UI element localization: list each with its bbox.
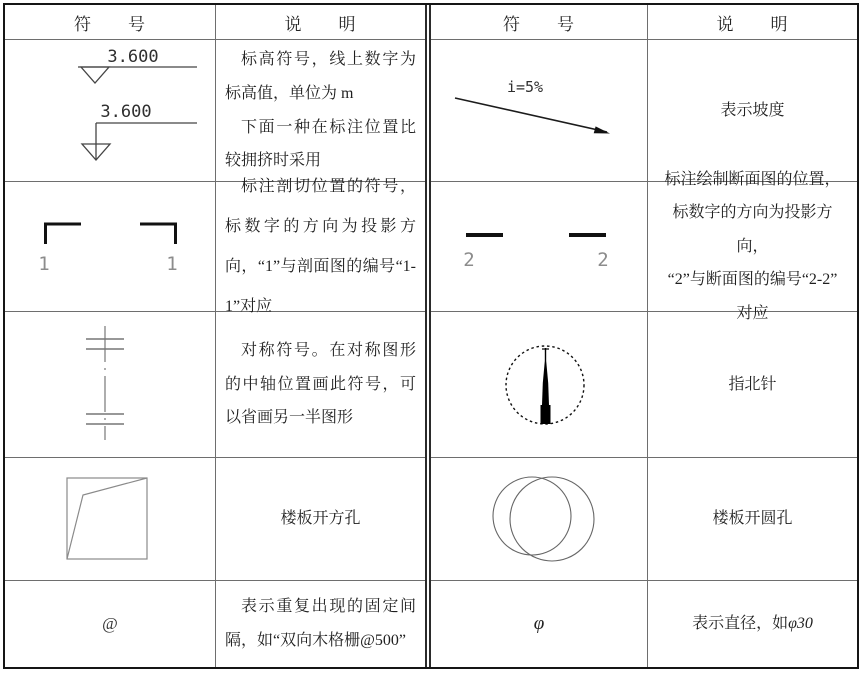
cell-slope-symbol — [431, 40, 648, 182]
cell-square-hole-desc — [216, 458, 425, 581]
header-symbol-left — [5, 5, 216, 40]
phi-desc — [657, 607, 848, 641]
cell-section-position-symbol — [431, 182, 648, 312]
cell-round-hole-desc — [648, 458, 857, 581]
north-arrow-desc: 指北针 — [728, 375, 777, 393]
slope-arrowhead — [594, 126, 610, 133]
section-position-desc-line3: “2”与断面图的编号“2-2” — [667, 271, 838, 289]
cell-north-arrow-desc — [648, 312, 857, 458]
slope-label: i=5% — [506, 78, 544, 96]
header-symbol-right-label: 符 号 — [503, 14, 575, 34]
section-position-number-left: 2 — [463, 249, 475, 271]
phi-desc-prefix: 表示直径，如 — [692, 615, 789, 633]
section-position-desc-line2: 标数字的方向为投影方向， — [672, 204, 833, 255]
section-position-desc-line1: 标注绘制断面图的位置， — [664, 170, 841, 188]
section-cut-number-right: 1 — [166, 253, 178, 275]
round-hole-circle-left — [493, 477, 571, 555]
cell-round-hole-symbol — [431, 458, 648, 581]
cell-elevation-symbol — [5, 40, 216, 182]
round-hole-circle-right — [510, 477, 594, 561]
cell-phi-symbol — [431, 581, 648, 667]
cell-north-arrow-symbol — [431, 312, 648, 458]
elevation-value-top: 3.600 — [107, 47, 159, 67]
cell-at-symbol — [5, 581, 216, 667]
round-hole-desc: 楼板开圆孔 — [712, 510, 793, 528]
square-hole-symbol — [5, 458, 215, 580]
header-symbol-right — [431, 5, 648, 40]
north-arrow-needle-mid — [542, 383, 549, 405]
elevation-triangle-top — [81, 67, 109, 83]
cell-slope-desc — [648, 40, 857, 182]
elevation-symbol — [5, 40, 215, 181]
cell-phi-desc — [648, 581, 857, 667]
header-desc-right-label: 说 明 — [716, 14, 789, 34]
section-cut-number-left: 1 — [38, 253, 50, 275]
cell-section-position-desc — [648, 170, 857, 322]
section-position-symbol — [431, 182, 647, 311]
symbols-legend-table — [3, 3, 859, 669]
square-hole-break-line — [67, 478, 147, 559]
cell-section-cut-desc — [216, 177, 425, 315]
round-hole-symbol — [431, 458, 647, 580]
elevation-desc-p2: 下面一种在标注位置比较拥挤时采用 — [225, 118, 416, 170]
section-cut-symbol — [5, 182, 215, 311]
elevation-desc-p1: 标高符号，线上数字为标高值，单位为 m — [225, 50, 416, 102]
header-symbol-left-label: 符 号 — [74, 14, 146, 34]
slope-line — [455, 98, 607, 132]
section-position-number-right: 2 — [597, 249, 609, 271]
north-arrow-needle-tip — [543, 361, 548, 383]
phi-desc-value: φ30 — [788, 615, 813, 633]
cell-at-desc — [216, 581, 425, 667]
at-symbol: @ — [102, 614, 118, 633]
north-arrow-needle-base — [541, 405, 551, 424]
header-desc-left-label: 说 明 — [284, 14, 357, 34]
cell-section-cut-symbol — [5, 182, 216, 312]
cell-symmetry-symbol — [5, 312, 216, 458]
slope-desc: 表示坡度 — [720, 101, 785, 119]
cell-square-hole-symbol — [5, 458, 216, 581]
north-arrow-symbol — [431, 312, 647, 457]
cell-symmetry-desc — [216, 312, 425, 458]
elevation-value-bottom: 3.600 — [100, 102, 152, 122]
square-hole-outline — [67, 478, 147, 559]
cell-elevation-desc — [216, 40, 425, 182]
section-cut-desc: 标注剖切位置的符号，标数字的方向为投影方向，“1”与剖面图的编号“1-1”对应 — [225, 177, 416, 315]
square-hole-desc: 楼板开方孔 — [280, 510, 361, 528]
symmetry-symbol — [5, 312, 215, 457]
slope-symbol — [431, 40, 647, 181]
phi-symbol: φ — [533, 613, 545, 634]
symmetry-desc: 对称符号。在对称图形的中轴位置画此符号，可以省画另一半图形 — [225, 341, 416, 427]
at-desc: 表示重复出现的固定间隔，如“双向木格栅@500” — [225, 598, 416, 649]
header-desc-right — [648, 5, 857, 40]
section-position-desc-line4: 对应 — [736, 304, 769, 322]
header-desc-left — [216, 5, 425, 40]
